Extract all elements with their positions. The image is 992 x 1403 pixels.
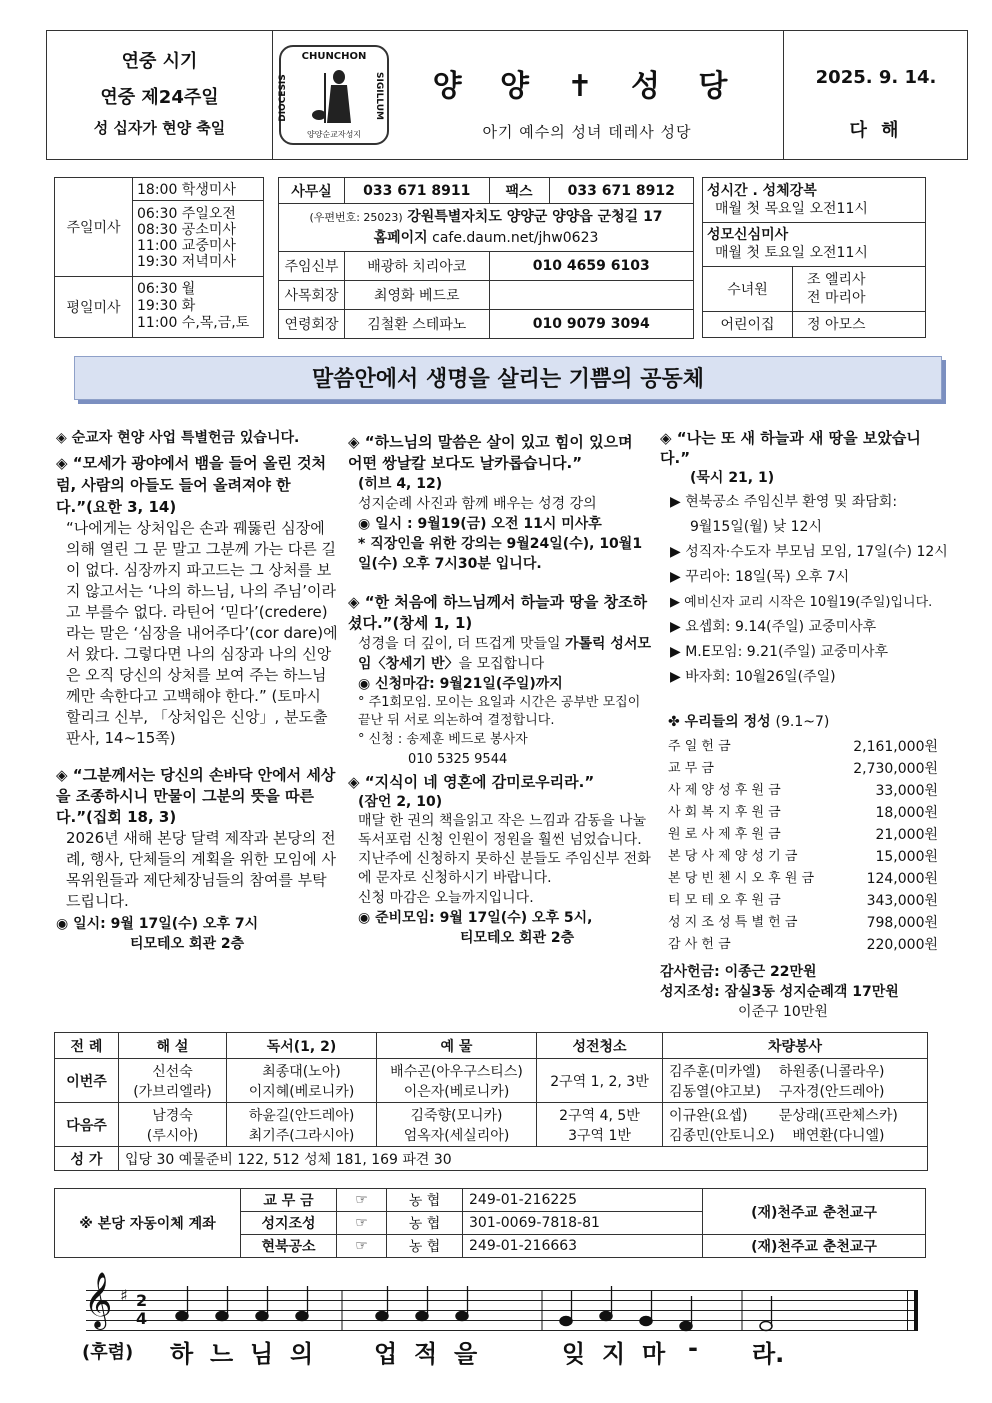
sunday-mass-label: 주일미사 — [55, 178, 133, 277]
sunday-mass-list: 06:30 주일오전 08:30 공소미사 11:00 교중미사 19:30 저녁미사 — [133, 201, 264, 277]
lyric-syllable: 님 — [250, 1340, 274, 1368]
note — [680, 1322, 692, 1331]
account-number: 249-01-216663 — [463, 1235, 703, 1258]
header-box — [46, 30, 968, 160]
patron-name: 아기 예수의 성녀 데레사 성당 — [482, 123, 692, 141]
final-barline — [914, 1290, 918, 1331]
motto-banner: 말씀안에서 생명을 살리는 기쁨의 공동체 — [74, 356, 942, 400]
lyrics-line: (후렴) 하 느 님 의 업 적 을 잊 지 마 - 라. — [82, 1334, 785, 1368]
lyric-syllable: 라. — [752, 1340, 785, 1368]
homepage-link[interactable]: cafe.daum.net/jhw0623 — [432, 230, 599, 246]
note — [216, 1312, 228, 1321]
announcement-list: ▶ 현북공소 주임신부 환영 및 좌담회: 9월15일(월) 낮 12시 ▶ 성직자·수도자 부모님 모임, 17일(수) 12시 ▶ 꾸리아: 18일(목) 오후 7시 ▶ 예비신자 교리 시작은 10월19(주일)입니다. ▶ 요셉회: 9.14(주일) 교중미사후 ▶ M.E모임: 9.21(주일) 교중미사후 ▶ 바자회: 10월26일(주일) — [670, 494, 948, 685]
weekday-mass-label: 평일미사 — [55, 276, 133, 337]
treble-clef-icon: 𝄞 — [84, 1272, 113, 1328]
donation-row: 주 일 헌 금 2,161,000원 — [668, 739, 938, 755]
mass-times-table — [54, 177, 264, 338]
note — [560, 1317, 572, 1326]
weekday-mass-list: 06:30 월 19:30 화 11:00 수,목,금,토 — [133, 276, 264, 337]
donation-row: 본 당 사 제 양 성 기 금 15,000원 — [668, 849, 938, 865]
lyric-syllable: 지 — [602, 1340, 626, 1368]
saturday-mass: 18:00 학생미사 — [133, 178, 264, 201]
sharp-icon: ♯ — [120, 1286, 128, 1305]
duty-roster-table — [54, 1032, 928, 1171]
address-cell: (우편번호: 25023) 강원특별자치도 양양군 양양읍 군청길 17 홈페이지 cafe.daum.net/jhw0623 — [279, 204, 694, 252]
pointing-hand-icon: ☞ — [337, 1189, 387, 1212]
donation-row: 사 회 복 지 후 원 금 18,000원 — [668, 805, 938, 821]
next-week-row: 다음주 남경숙 (루시아) 하윤길(안드레아) 최기주(그라시아) 김죽향(모니카) 엄옥자(세실리아) 2구역 4, 5반 3구역 1반 이규완(요셉) 문상래(프란체스카) 김종민(안토니오) 배연환(다니엘) — [55, 1103, 928, 1147]
note — [296, 1312, 308, 1321]
note — [176, 1312, 188, 1321]
note — [256, 1312, 268, 1321]
parish-title — [397, 61, 777, 142]
donation-row: 감 사 헌 금 220,000원 — [668, 937, 938, 953]
donation-row: 사 제 양 성 후 원 금 33,000원 — [668, 783, 938, 799]
donation-row: 본 당 빈 첸 시 오 후 원 금 124,000원 — [668, 871, 938, 887]
note — [640, 1317, 652, 1326]
note — [760, 1322, 772, 1331]
account-table: ※ 본당 자동이체 계좌 교 무 금 ☞ 농 협 249-01-216225 (재)천주교 춘천교구 성지조성 ☞ 농 협 301-0069-7818-81 현북공소 ☞ 농 협 249-01-216663 (재)천주교 춘천교구 — [54, 1188, 926, 1258]
shepherd-icon — [311, 67, 359, 125]
office-table: 사무실 033 671 8911 팩스 033 671 8912 (우편번호: 25023) 강원특별자치도 양양군 양양읍 군청길 17 홈페이지 cafe.daum.net/jhw0623 주임신부 배광하 치리아코 010 4659 6103 사목회장 최영화 베드로 연령회장 김철환 스테파노 010 9079 3094 — [278, 177, 694, 339]
season: 연중 시기 — [121, 51, 198, 72]
account-number: 301-0069-7818-81 — [463, 1212, 703, 1235]
diocese-logo: CHUNCHON DIOCESIS SIGILLUM 양양순교자성지 — [279, 45, 389, 145]
note — [376, 1312, 388, 1321]
donation-row: 원 로 사 제 후 원 금 21,000원 — [668, 827, 938, 843]
lyric-syllable: - — [688, 1334, 698, 1362]
this-week-row: 이번주 신선숙 (가브리엘라) 최종대(노아) 이지혜(베로니카) 배수곤(아우구스티스) 이은자(베로니카) 2구역 1, 2, 3반 김주훈(미카엘) 하원종(니콜라우) 김동열(야고보) 구자경(안드레아) — [55, 1059, 928, 1103]
column-3: ◈ “나는 또 새 하늘과 새 땅을 보았습니다.” (묵시 21, 1) ▶ 현북공소 주임신부 환영 및 좌담회: 9월15일(월) 낮 12시 ▶ 성직자·수도자 부모님 모임, 17일(수) 12시 ▶ 꾸리아: 18일(목) 오후 7시 ▶ 예비신자 교리 시작은 10월19(주일)입니다. ▶ 요셉회: 9.14(주일) 교중미사후 ▶ M.E모임: 9.21(주일) 교중미사후 ▶ 바자회: 10월26일(주일) ✤ 우리들의 정성 (9.1~7) 주 일 헌 금 2,161,000원 교 무 금 2,730,000원 사 제 양 성 후 원 금 33,000원 사 회 복 지 후 원 금 18,000원 원 로 사 제 후 원 금 21,000원 본 당 사 제 양 성 기 금 15,000원 본 당 빈 첸 시 오 후 원 금 124,000원 티 모 테 오 후 원 금 343,000원 성 지 조 성 특 별 헌 금 798,000원 감 사 헌 금 220,000원 감사헌금: 이종근 22만원 성지조성: 잠실3동 성지순례객 17만원 이준구 10만원 — [660, 428, 950, 1022]
lyric-syllable: 의 — [290, 1340, 314, 1368]
pointing-hand-icon: ☞ — [337, 1212, 387, 1235]
donations-table — [664, 736, 942, 956]
donation-row: 성 지 조 성 특 별 헌 금 798,000원 — [668, 915, 938, 931]
column-1: ◈ 순교자 현양 사업 특별헌금 있습니다. ◈ “모세가 광야에서 뱀을 들어 올린 것처럼, 사람의 아들도 들어 올려져야 한다.”(요한 3, 14) “나에게는 상처입은 손과 꿰뚫린 심장에 의해 열린 그 문 말고 그분께 가는 다른 길이 없다. 심장까지 파고드는 그 상처를 보지 않고서는 ‘나의 하느님, 나의 주님’이라고 부를수 없다. 라틴어 ‘믿다’(credere)라는 말은 ‘심장을 내어주다’(cor dare)에서 왔다. 그렇다면 나의 심장과 나의 신앙은 오직 당신의 상처를 보여 주는 하느님께만 속한다고 고백해야 한다.” (토마시 할리크 신부, 「상처입은 신앙」, 분도출판사, 14~15쪽) ◈ “그분께서는 당신의 손바닥 안에서 세상을 조종하시니 만물이 그분의 뜻을 따른다.”(집회 18, 3) 2026년 새해 본당 달력 제작과 본당의 전례, 행사, 단체들의 계획을 위한 모임에 사목위원들과 제단체장님들의 참여를 부탁 드립니다. ◉ 일시: 9월 17일(수) 오후 7시 티모테오 회관 2층 — [56, 430, 338, 952]
schedule-table: 성시간 . 성체강복 매월 첫 목요일 오전11시 성모신심미사 매월 첫 토요일 오전11시 수녀원 조 엘리사 전 마리아 어린이집 정 아모스 — [702, 177, 926, 338]
lyric-syllable: 을 — [454, 1340, 478, 1368]
lyric-syllable: 적 — [414, 1340, 438, 1368]
lyric-syllable: 느 — [210, 1340, 234, 1368]
elder-phone: 010 9079 3094 — [489, 310, 694, 339]
liturgical-cycle: 다 해 — [849, 120, 903, 141]
date-box — [783, 31, 968, 159]
pointing-hand-icon: ☞ — [337, 1235, 387, 1258]
duty-header-row: 전 례 해 설 독서(1, 2) 예 물 성전청소 차량봉사 — [55, 1033, 928, 1059]
time-signature: 2 4 — [136, 1291, 148, 1328]
feast: 성 십자가 현양 축일 — [93, 119, 226, 137]
fax-number: 033 671 8912 — [549, 178, 694, 204]
account-number: 249-01-216225 — [463, 1189, 703, 1212]
council-name: 최영화 베드로 — [345, 281, 490, 310]
week: 연중 제24주일 — [100, 87, 219, 108]
note — [456, 1312, 468, 1321]
elder-name: 김철환 스테파노 — [345, 310, 490, 339]
date: 2025. 9. 14. — [815, 67, 937, 88]
note — [416, 1312, 428, 1321]
office-phone: 033 671 8911 — [345, 178, 490, 204]
column-2: ◈ “하느님의 말씀은 살이 있고 힘이 있으며 어떤 쌍날칼 보다도 날카롭습니다.” (히브 4, 12) 성지순례 사진과 함께 배우는 성경 강의 ◉ 일시 : 9월19(금) 오전 11시 미사후 * 직장인을 위한 강의는 9월24일(수), 10월1일(수) 오후 7시30분 입니다. ◈ “한 처음에 하느님께서 하늘과 땅을 창조하셨다.”(창세 1, 1) 성경을 더 깊이, 더 뜨겁게 맛들일 가톨릭 성서모임〈창세기 반〉을 모집합니다 ◉ 신청마감: 9월21일(주일)까지 ° 주1회모임. 모이는 요일과 시간은 공부반 모집이 끝난 뒤 서로 의논하여 결정합니다. ° 신청 : 송제훈 베드로 봉사자 010 5325 9544 ◈ “지식이 네 영혼에 감미로우리라.” (잠언 2, 10) 매달 한 권의 책을읽고 작은 느낌과 감동을 나눌 독서포럼 신청 인원이 정원을 훨씬 넘었습니다. 지난주에 신청하지 못하신 분들도 주임신부 전화에 문자로 신청하시기 바랍니다. 신청 마감은 오늘까지입니다. ◉ 준비모임: 9월 17일(수) 오후 5시, 티모테오 회관 2층 — [348, 433, 651, 946]
note — [600, 1312, 612, 1321]
lyric-syllable: 하 — [170, 1340, 194, 1368]
parish-name: 양 양 ✝ 성 당 — [432, 69, 742, 104]
lyric-syllable: 잊 — [562, 1340, 586, 1368]
pastor-phone: 010 4659 6103 — [489, 252, 694, 281]
liturgical-info — [47, 31, 273, 159]
lyric-syllable: 업 — [374, 1340, 398, 1368]
choir-row: 성 가 입당 30 예물준비 122, 512 성체 181, 169 파견 30 — [55, 1147, 928, 1171]
pastor-name: 배광하 치리아코 — [345, 252, 490, 281]
lyric-syllable: 마 — [642, 1340, 666, 1368]
donation-row: 교 무 금 2,730,000원 — [668, 761, 938, 777]
donation-row: 티 모 테 오 후 원 금 343,000원 — [668, 893, 938, 909]
